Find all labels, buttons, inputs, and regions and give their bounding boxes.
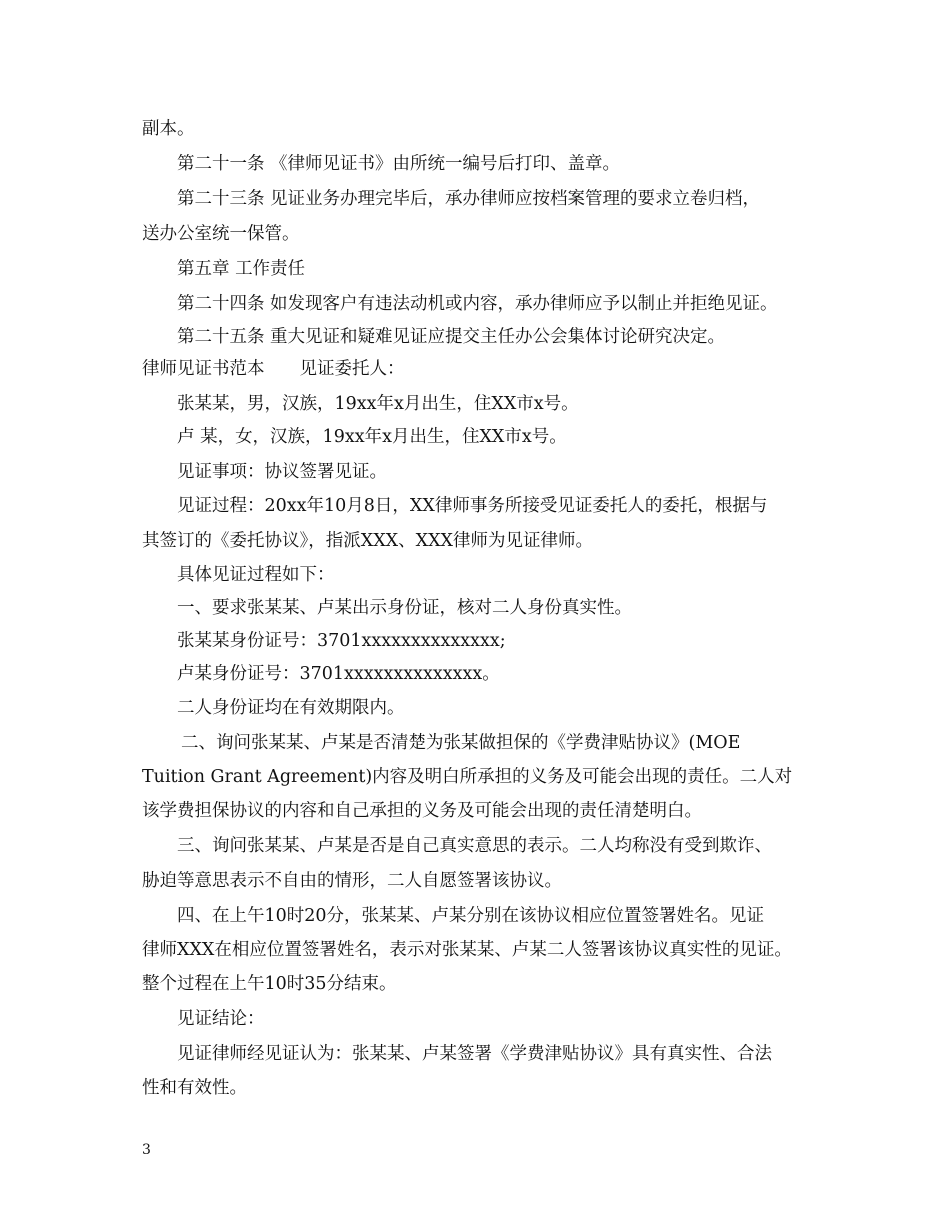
text-line: 卢某身份证号：3701xxxxxxxxxxxxxx。 (177, 664, 500, 684)
text-line: 具体见证过程如下： (177, 565, 335, 585)
text-line: 见证过程：20xx年10月8日，XX律师事务所接受见证委托人的委托，根据与 (177, 496, 768, 516)
text-line: 一、要求张某某、卢某出示身份证，核对二人身份真实性。 (177, 598, 632, 618)
text-line: 其签订的《委托协议》，指派XXX、XXX律师为见证律师。 (142, 531, 593, 551)
text-line: 张某某身份证号：3701xxxxxxxxxxxxxx; (177, 631, 506, 651)
text-line: 整个过程在上午10时35分结束。 (142, 974, 397, 994)
text-line: 第二十四条 如发现客户有违法动机或内容，承办律师应予以制止并拒绝见证。 (177, 294, 778, 314)
page-number: 3 (142, 1142, 151, 1158)
text-line: 第二十三条 见证业务办理完毕后，承办律师应按档案管理的要求立卷归档， (177, 189, 761, 209)
text-line: 性和有效性。 (142, 1078, 247, 1098)
text-line: 该学费担保协议的内容和自己承担的义务及可能会出现的责任清楚明白。 (142, 801, 702, 821)
text-line: 二、询问张某某、卢某是否清楚为张某做担保的《学费津贴协议》(MOE (181, 733, 741, 753)
text-line: Tuition Grant Agreement)内容及明白所承担的义务及可能会出现的责任。二人对 (142, 767, 793, 787)
text-line: 见证结论： (177, 1009, 265, 1029)
text-line: 副本。 (142, 119, 195, 139)
text-line: 卢 某，女，汉族，19xx年x月出生，住XX市x号。 (177, 427, 567, 447)
text-line: 见证律师经见证认为：张某某、卢某签署《学费津贴协议》具有真实性、合法 (177, 1044, 772, 1064)
text-line: 送办公室统一保管。 (142, 224, 300, 244)
text-line: 律师XXX在相应位置签署姓名，表示对张某某、卢某二人签署该协议真实性的见证。 (142, 940, 792, 960)
chapter-heading: 第五章 工作责任 (177, 259, 306, 279)
text-line: 四、在上午10时20分，张某某、卢某分别在该协议相应位置签署姓名。见证 (177, 906, 765, 926)
text-line: 第二十五条 重大见证和疑难见证应提交主任办公会集体讨论研究决定。 (177, 327, 726, 347)
text-line: 见证事项：协议签署见证。 (177, 462, 387, 482)
text-line: 第二十一条 《律师见证书》由所统一编号后打印、盖章。 (177, 154, 621, 174)
text-line: 三、询问张某某、卢某是否是自己真实意思的表示。二人均称没有受到欺诈、 (177, 836, 772, 856)
text-line: 胁迫等意思表示不自由的情形，二人自愿签署该协议。 (142, 871, 562, 891)
text-line: 二人身份证均在有效期限内。 (177, 698, 405, 718)
text-line: 张某某，男，汉族，19xx年x月出生，住XX市x号。 (177, 394, 579, 414)
section-heading: 律师见证书范本 见证委托人： (142, 359, 405, 379)
